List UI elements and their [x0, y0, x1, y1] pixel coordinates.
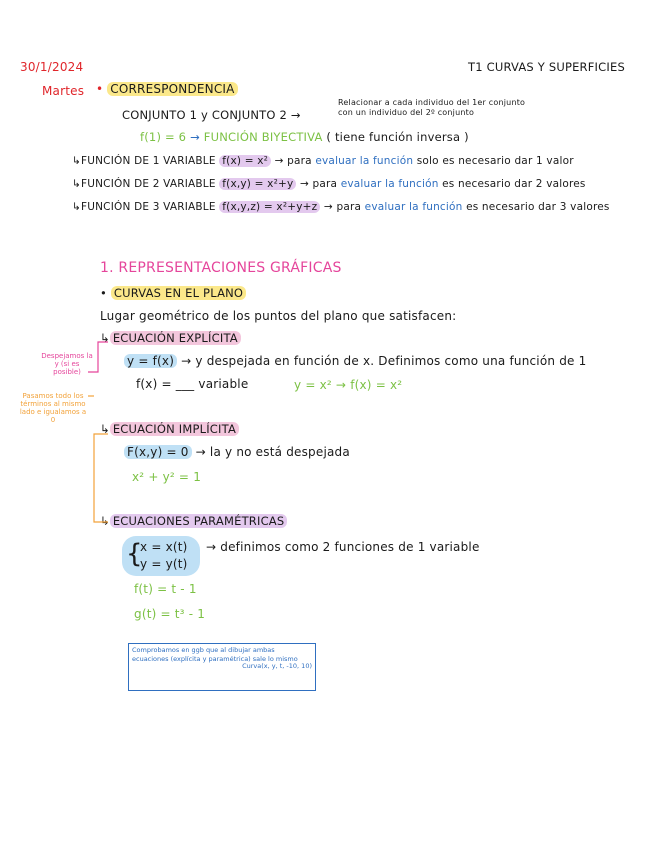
- arrow-right-icon: →: [195, 445, 206, 459]
- biyectiva-label: FUNCIÓN BIYECTIVA: [203, 130, 323, 144]
- brace-icon: {: [126, 539, 143, 569]
- parametricas-text: definimos como 2 funciones de 1 variable: [220, 540, 480, 554]
- row-pre: para: [312, 178, 338, 190]
- row-pre: para: [287, 155, 312, 167]
- side-note-line-1: Relacionar a cada individuo del 1er conjunto: [338, 98, 526, 107]
- margin-brackets: [86, 336, 110, 528]
- param-eq-2: y = y(t): [140, 557, 188, 571]
- conjunto-line: [122, 108, 301, 122]
- explicita-line: [124, 354, 586, 368]
- variable-row-3: [72, 201, 610, 213]
- implicita-example: x² + y² = 1: [132, 470, 202, 484]
- arrow-right-icon: →: [335, 378, 347, 392]
- example-right: f(x) = x²: [350, 378, 403, 392]
- arrow-right-icon: →: [323, 201, 333, 213]
- row-post: es necesario dar 2 valores: [442, 178, 586, 190]
- parametricas-heading: [100, 514, 287, 528]
- param-eq-1: x = x(t): [140, 540, 188, 554]
- arrow-right-icon: →: [181, 354, 192, 368]
- row-label: FUNCIÓN DE 2 VARIABLE: [81, 178, 216, 190]
- subarrow-icon: ↳: [100, 514, 110, 528]
- parametricas-line: [206, 540, 480, 554]
- weekday: Martes: [42, 84, 85, 98]
- side-note-line-2: con un individuo del 2º conjunto: [338, 108, 475, 117]
- correspondencia-label: CORRESPONDENCIA: [107, 82, 237, 96]
- explicita-label: ECUACIÓN EXPLÍCITA: [110, 331, 241, 345]
- curvas-heading: [100, 286, 246, 300]
- explicita-example: [294, 378, 402, 392]
- page-topic: T1 CURVAS Y SUPERFICIES: [468, 60, 625, 74]
- correspondencia-heading: [96, 82, 238, 96]
- implicita-line: [124, 445, 350, 459]
- example-left: y = x²: [294, 378, 332, 392]
- subarrow-icon: ↳: [72, 155, 81, 167]
- arrow-right-icon: →: [190, 130, 200, 144]
- conjunto-side-note: [338, 98, 525, 118]
- subarrow-icon: ↳: [72, 178, 81, 190]
- row-label: FUNCIÓN DE 3 VARIABLE: [81, 201, 216, 213]
- inversa-note: ( tiene función inversa ): [326, 130, 469, 144]
- curvas-label: CURVAS EN EL PLANO: [111, 286, 246, 300]
- row-formula: f(x) = x²: [219, 155, 271, 167]
- orange-bracket: [94, 434, 108, 522]
- implicita-label: ECUACIÓN IMPLÍCITA: [110, 422, 239, 436]
- parametricas-label: ECUACIONES PARAMÉTRICAS: [110, 514, 288, 528]
- row-label: FUNCIÓN DE 1 VARIABLE: [81, 155, 216, 167]
- ggb-note-box: [128, 643, 316, 691]
- variable-row-1: [72, 155, 574, 167]
- conjunto-text: CONJUNTO 1 y CONJUNTO 2: [122, 108, 288, 122]
- biyectiva-line: [140, 130, 469, 144]
- arrow-right-icon: →: [206, 540, 217, 554]
- bullet: •: [96, 82, 104, 96]
- arrow-right-icon: →: [274, 155, 284, 167]
- row-eval: evaluar la función: [364, 201, 463, 213]
- arrow-right-icon: →: [299, 178, 309, 190]
- date: 30/1/2024: [20, 60, 84, 74]
- bullet: •: [100, 286, 107, 300]
- row-formula: f(x,y,z) = x²+y+z: [219, 201, 320, 213]
- ggb-command: Curva(x, y, t, -10, 10): [242, 662, 312, 670]
- row-post: es necesario dar 3 valores: [466, 201, 610, 213]
- implicita-formula: F(x,y) = 0: [124, 445, 192, 459]
- subarrow-icon: ↳: [72, 201, 81, 213]
- arrow-right-icon: →: [290, 108, 301, 122]
- explicita-text: y despejada en función de x. Definimos como una función de 1: [195, 354, 587, 368]
- row-post: solo es necesario dar 1 valor: [416, 155, 574, 167]
- explicita-fx: f(x) = ___ variable: [136, 377, 249, 391]
- explicita-formula: y = f(x): [124, 354, 177, 368]
- explicita-heading: [100, 331, 241, 345]
- implicita-text: la y no está despejada: [209, 445, 350, 459]
- margin-note-pink: Despejamos la y (si es posible): [41, 352, 93, 376]
- row-eval: evaluar la función: [315, 155, 414, 167]
- lugar-geometrico: Lugar geométrico de los puntos del plano que satisfacen:: [100, 309, 457, 323]
- param-ft: f(t) = t - 1: [134, 582, 197, 596]
- implicita-heading: [100, 422, 239, 436]
- variable-row-2: [72, 178, 586, 190]
- subarrow-icon: ↳: [100, 422, 110, 436]
- margin-note-orange: Pasamos todo los términos al mismo lado e igualamos a 0: [19, 392, 87, 424]
- f1-example: f(1) = 6: [140, 130, 187, 144]
- subarrow-icon: ↳: [100, 331, 110, 345]
- row-eval: evaluar la función: [340, 178, 439, 190]
- row-formula: f(x,y) = x²+y: [219, 178, 296, 190]
- section-title: 1. REPRESENTACIONES GRÁFICAS: [100, 260, 342, 276]
- pink-bracket: [88, 342, 108, 372]
- row-pre: para: [336, 201, 362, 213]
- ggb-note-text: Comprobamos en ggb que al dibujar ambas ecuaciones (explícita y paramétrica) sale lo mismo: [132, 646, 298, 663]
- param-gt: g(t) = t³ - 1: [134, 607, 206, 621]
